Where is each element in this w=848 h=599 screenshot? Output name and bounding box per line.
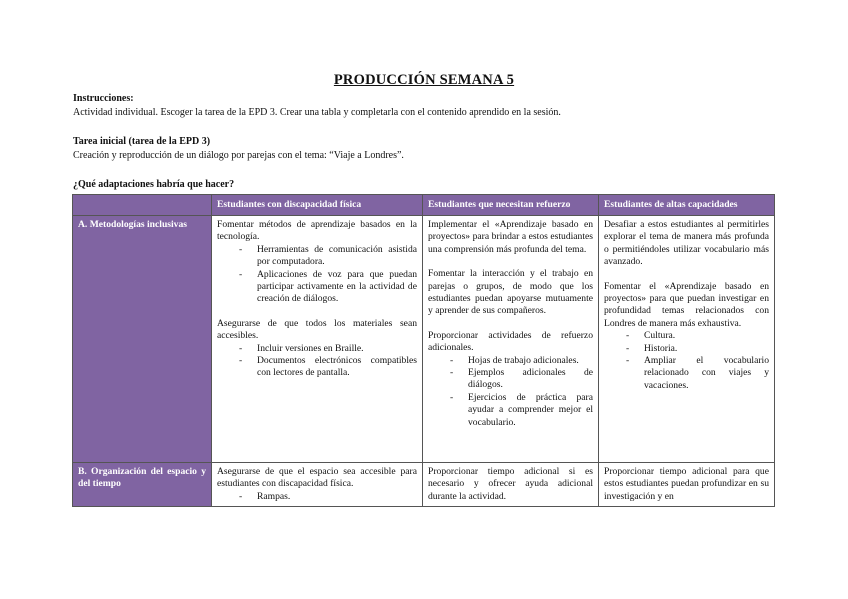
cell-paragraph: Proporcionar tiempo adicional si es necesario y ofrecer ayuda adicional durante la actividad.: [428, 466, 593, 502]
list-item: - Ejercicios de práctica para ayudar a comprender mejor el vocabulario.: [450, 392, 593, 429]
bullet-list: [217, 491, 417, 503]
table-cell: [423, 463, 599, 507]
bullet-list: [604, 330, 769, 392]
header-cell-reinforcement: Estudiantes que necesitan refuerzo: [423, 195, 599, 216]
list-item: - Cultura.: [626, 330, 769, 342]
page-title: PRODUCCIÓN SEMANA 5: [333, 72, 515, 88]
list-item: - Ampliar el vocabulario relacionado con viajes y vacaciones.: [626, 355, 769, 392]
initial-task-heading: Tarea inicial (tarea de la EPD 3): [73, 136, 211, 147]
bullet-list: [217, 244, 417, 306]
cell-paragraph: Desafiar a estos estudiantes al permitirles explorar el tema de manera más profunda o permitiéndoles utilizar vocabulario más avanzado.: [604, 219, 769, 268]
cell-paragraph: Fomentar la interacción y el trabajo en parejas o grupos, de modo que los estudiantes puedan apoyarse mutuamente y aprender de sus compañeros.: [428, 268, 593, 317]
row-label-methodologies: A. Metodologías inclusivas: [73, 216, 212, 463]
question-heading: ¿Qué adaptaciones habría que hacer?: [73, 179, 235, 190]
row-label-organization: B. Organización del espacio y del tiempo: [73, 463, 212, 507]
header-cell-high-abilities: Estudiantes de altas capacidades: [599, 195, 775, 216]
list-item: - Herramientas de comunicación asistida por computadora.: [239, 244, 417, 269]
header-cell-empty: [73, 195, 212, 216]
table-row: [73, 216, 775, 463]
cell-paragraph: Proporcionar actividades de refuerzo adicionales.: [428, 329, 593, 354]
table-cell: [599, 216, 775, 463]
list-item: - Historia.: [626, 343, 769, 355]
cell-paragraph: Fomentar métodos de aprendizaje basados en la tecnología.: [217, 219, 417, 243]
instructions-heading: Instrucciones:: [73, 93, 134, 104]
table-header-row: [73, 195, 775, 216]
bullet-list: [217, 343, 417, 380]
cell-paragraph: Asegurarse de que el espacio sea accesible para estudiantes con discapacidad física.: [217, 466, 417, 490]
list-item: - Rampas.: [239, 491, 417, 503]
table-cell: [599, 463, 775, 507]
list-item: - Aplicaciones de voz para que puedan participar activamente en la actividad de creación de diálogos.: [239, 269, 417, 306]
table-row: [73, 463, 775, 507]
adaptations-table: [72, 194, 775, 507]
header-cell-physical-disability: Estudiantes con discapacidad física: [212, 195, 423, 216]
list-item: - Ejemplos adicionales de diálogos.: [450, 367, 593, 392]
list-item: - Documentos electrónicos compatibles con lectores de pantalla.: [239, 355, 417, 380]
list-item: - Hojas de trabajo adicionales.: [450, 355, 593, 367]
cell-paragraph: Implementar el «Aprendizaje basado en proyectos» para brindar a estos estudiantes una comprensión más profunda del tema.: [428, 219, 593, 255]
initial-task-text: Creación y reproducción de un diálogo por parejas con el tema: “Viaje a Londres”.: [73, 150, 404, 161]
cell-paragraph: Proporcionar tiempo adicional para que estos estudiantes puedan profundizar en su investigación y en: [604, 466, 769, 502]
bullet-list: [428, 355, 593, 429]
table-cell: [423, 216, 599, 463]
cell-paragraph: Fomentar el «Aprendizaje basado en proyectos» para que puedan investigar en profundidad temas relacionados con Londres de manera más exhaustiva.: [604, 280, 769, 329]
table-cell: [212, 463, 423, 507]
instructions-text: Actividad individual. Escoger la tarea de la EPD 3. Crear una tabla y completarla con el contenido aprendido en la sesión.: [73, 107, 561, 118]
table-cell: [212, 216, 423, 463]
list-item: - Incluir versiones en Braille.: [239, 343, 417, 355]
cell-paragraph: Asegurarse de que todos los materiales sean accesibles.: [217, 317, 417, 342]
